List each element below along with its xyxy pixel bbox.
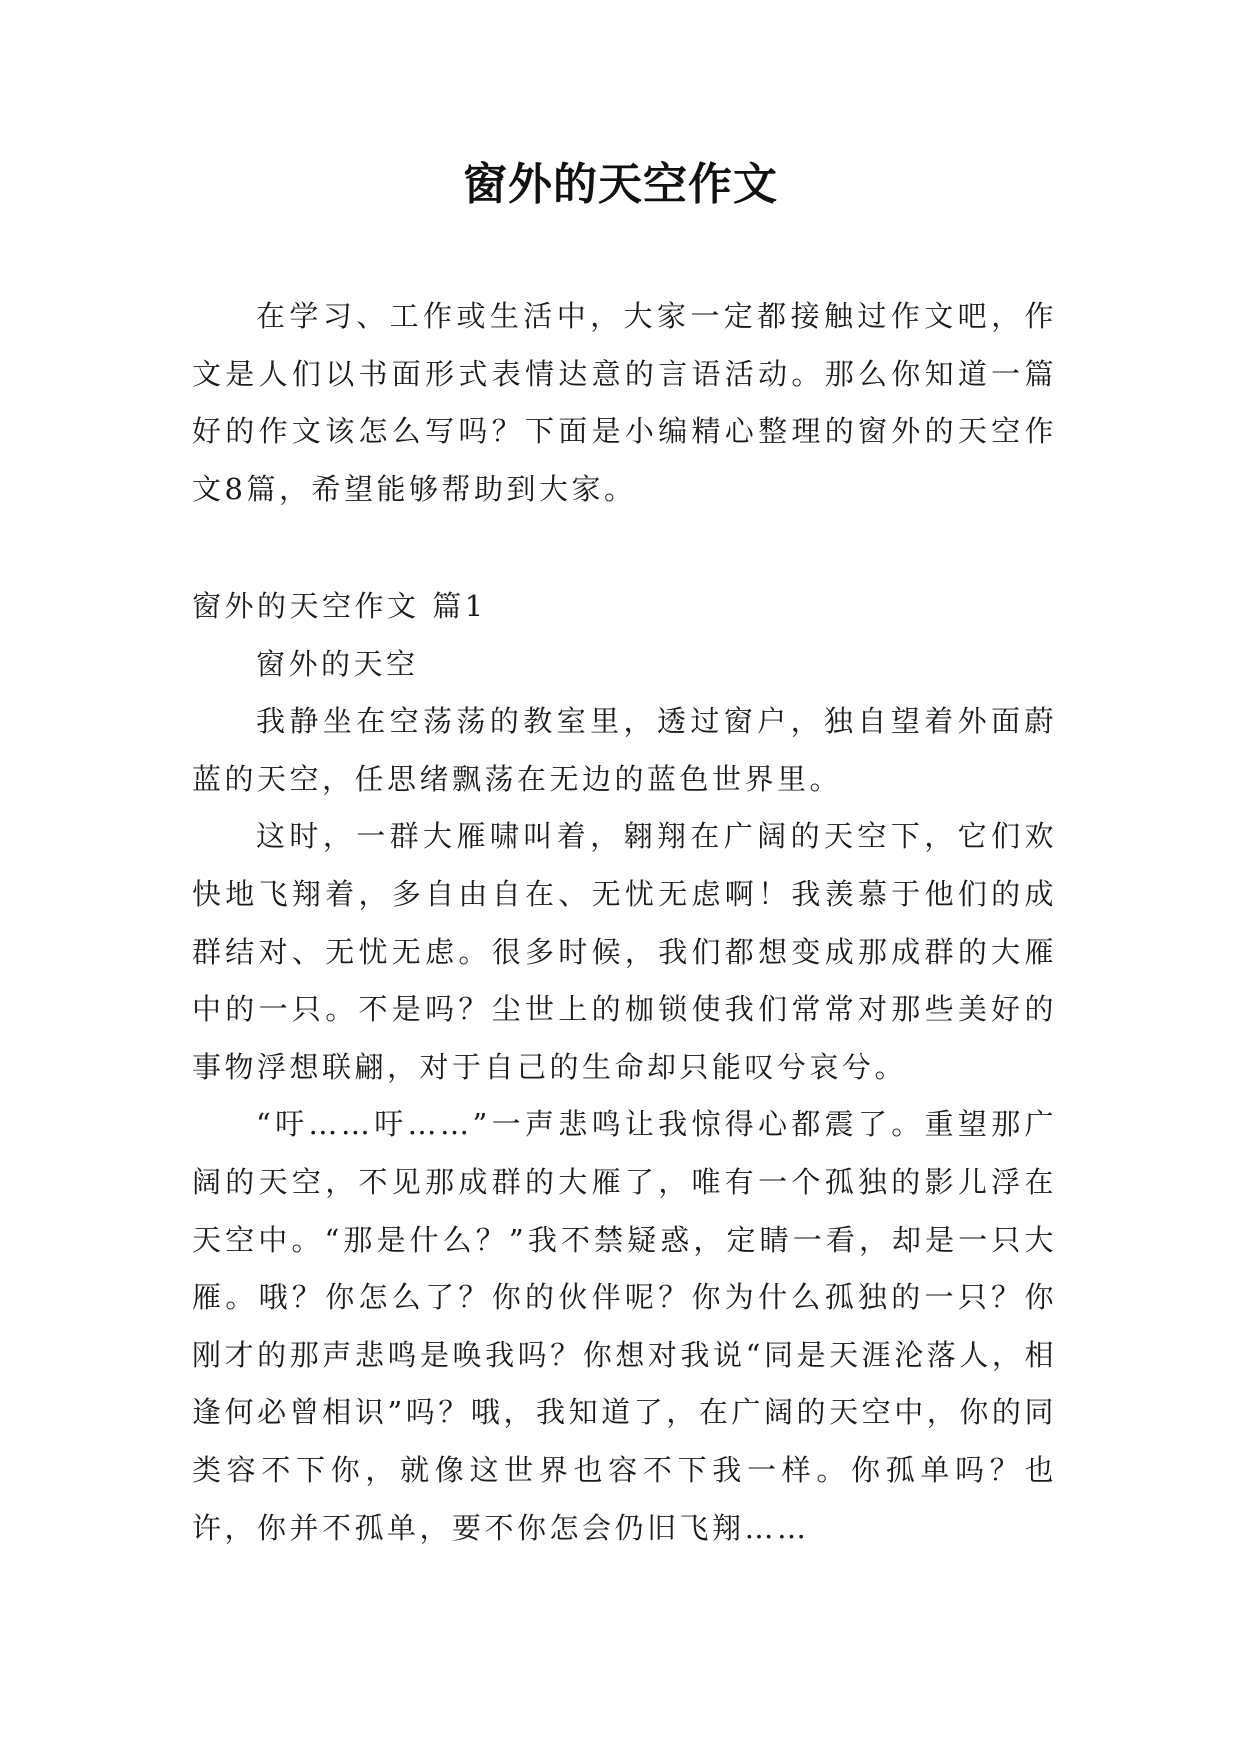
- document-title: 窗外的天空作文: [463, 159, 778, 210]
- section-heading: 窗外的天空作文 篇1: [192, 589, 487, 623]
- article-title: 窗外的天空: [256, 646, 419, 681]
- article-body: [192, 578, 1057, 1557]
- intro-paragraph: 在学习、工作或生活中，大家一定都接触过作文吧，作文是人们以书面形式表情达意的言语活动。那么你知道一篇好的作文该怎么写吗？下面是小编精心整理的窗外的天空作文8篇，希望能够帮助到大家。: [192, 299, 1057, 506]
- paragraph-3: “吁……吁……”一声悲鸣让我惊得心都震了。重望那广阔的天空，不见那成群的大雁了，唯有一个孤独的影儿浮在天空中。“那是什么？”我不禁疑惑，定睛一看，却是一只大雁。哦？你怎么了？你的伙伴呢？你为什么孤独的一只？你刚才的那声悲鸣是唤我吗？你想对我说“同是天涯沦落人，相逢何必曾相识”吗？哦，我知道了，在广阔的天空中，你的同类容不下你，就像这世界也容不下我一样。你孤单吗？也许，你并不孤单，要不你怎会仍旧飞翔……: [192, 1107, 1057, 1545]
- paragraph-2: 这时，一群大雁啸叫着，翱翔在广阔的天空下，它们欢快地飞翔着，多自由自在、无忧无虑啊！我羡慕于他们的成群结对、无忧无虑。很多时候，我们都想变成那成群的大雁中的一只。不是吗？尘世上的枷锁使我们常常对那些美好的事物浮想联翩，对于自己的生命却只能叹兮哀兮。: [192, 819, 1057, 1084]
- paragraph-1: 我静坐在空荡荡的教室里，透过窗户，独自望着外面蔚蓝的天空，任思绪飘荡在无边的蓝色世界里。: [192, 704, 1057, 796]
